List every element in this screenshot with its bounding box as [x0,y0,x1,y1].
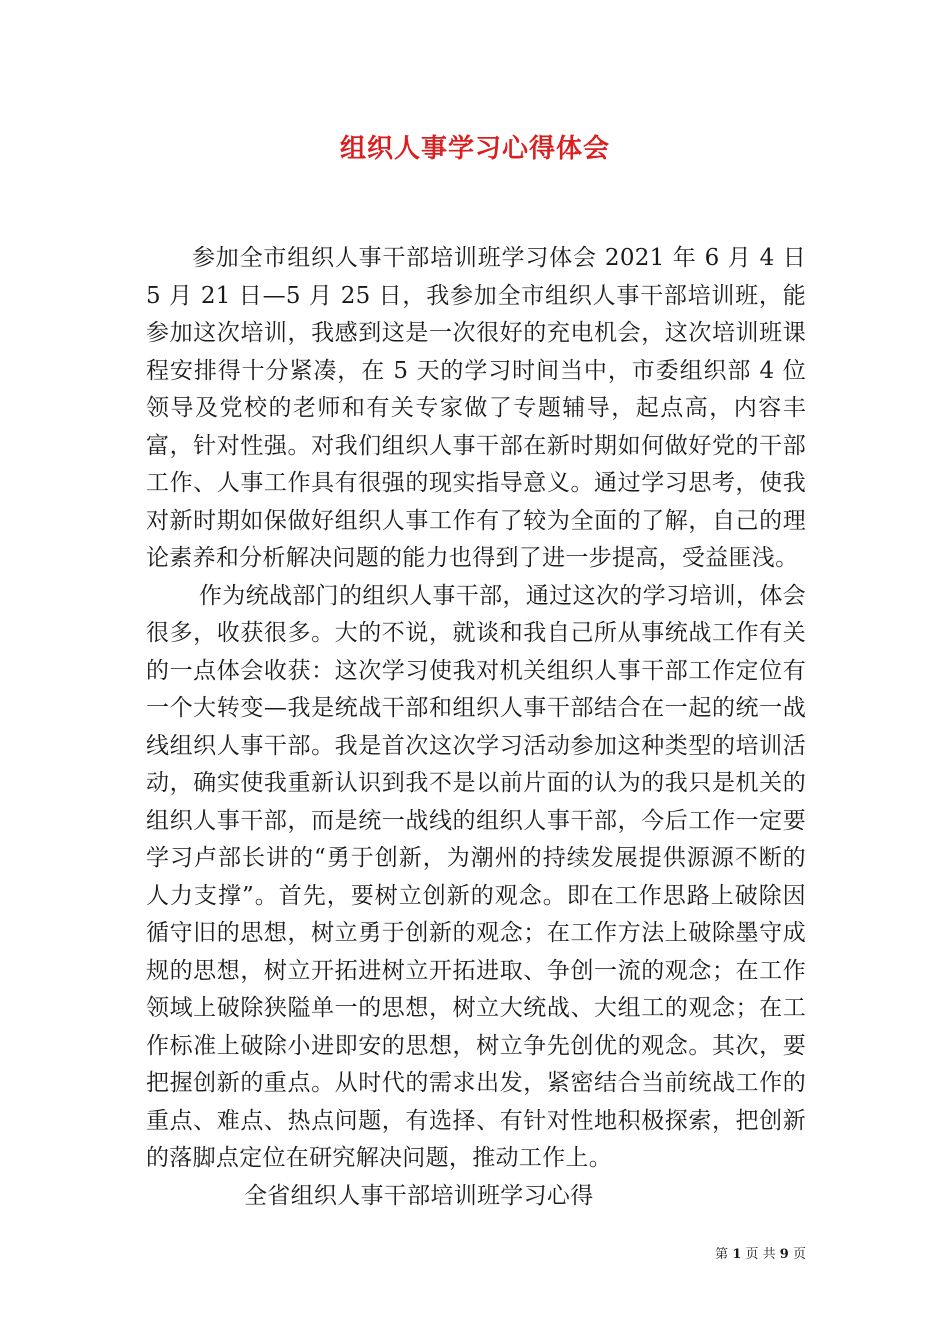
footer-prefix: 第 [715,1247,729,1262]
subheading: 全省组织人事干部培训班学习心得 [244,1182,594,1209]
paragraph-2: 作为统战部门的组织人事干部，通过这次的学习培训，体会很多，收获很多。大的不说，就谈和我自己所从事统战工作有关的一点体会收获：这次学习使我对机关组织人事干部工作定位有一个大转变—我是统战干部和组织人事干部结合在一起的统一战线组织人事干部。我是首次这次学习活动参加这种类型的培训活动，确实使我重新认识到我不是以前片面的认为的我只是机关的组织人事干部，而是统一战线的组织人事干部，今后工作一定要学习卢部长讲的“勇于创新，为潮州的持续发展提供源源不断的人力支撑”。首先，要树立创新的观念。即在工作思路上破除因循守旧的思想，树立勇于创新的观念；在工作方法上破除墨守成规的思想，树立开拓进树立开拓进取、争创一流的观念；在工作领域上破除狭隘单一的思想，树立大统战、大组工的观念；在工作标准上破除小进即安的思想，树立争先创优的观念。其次，要把握创新的重点。从时代的需求出发，紧密结合当前统战工作的重点、难点、热点问题，有选择、有针对性地积极探索，把创新的落脚点定位在研究解决问题，推动工作上。 [146,582,806,1171]
footer-middle: 页 共 [745,1247,776,1262]
total-pages-number: 9 [779,1247,789,1262]
document-title: 组织人事学习心得体会 [339,134,610,164]
footer-suffix: 页 [792,1247,806,1262]
current-page-number: 1 [732,1247,742,1262]
page-number-footer [0,1247,806,1263]
paragraph-1: 参加全市组织人事干部培训班学习体会 2021 年 6 月 4 日 5 月 21 日—5 月 25 日，我参加全市组织人事干部培训班，能参加这次培训，我感到这是一次很好的充电机会，这次培训班课程安排得十分紧凑，在 5 天的学习时间当中，市委组织部 4 位领导及党校的老师和有关专家做了专题辅导，起点高，内容丰富，针对性强。对我们组织人事干部在新时期如何做好党的干部工作、人事工作具有很强的现实指导意义。通过学习思考，使我对新时期如保做好组织人事工作有了较为全面的了解，自己的理论素养和分析解决问题的能力也得到了进一步提高，受益匪浅。 [146,245,806,571]
document-body [146,240,806,1215]
